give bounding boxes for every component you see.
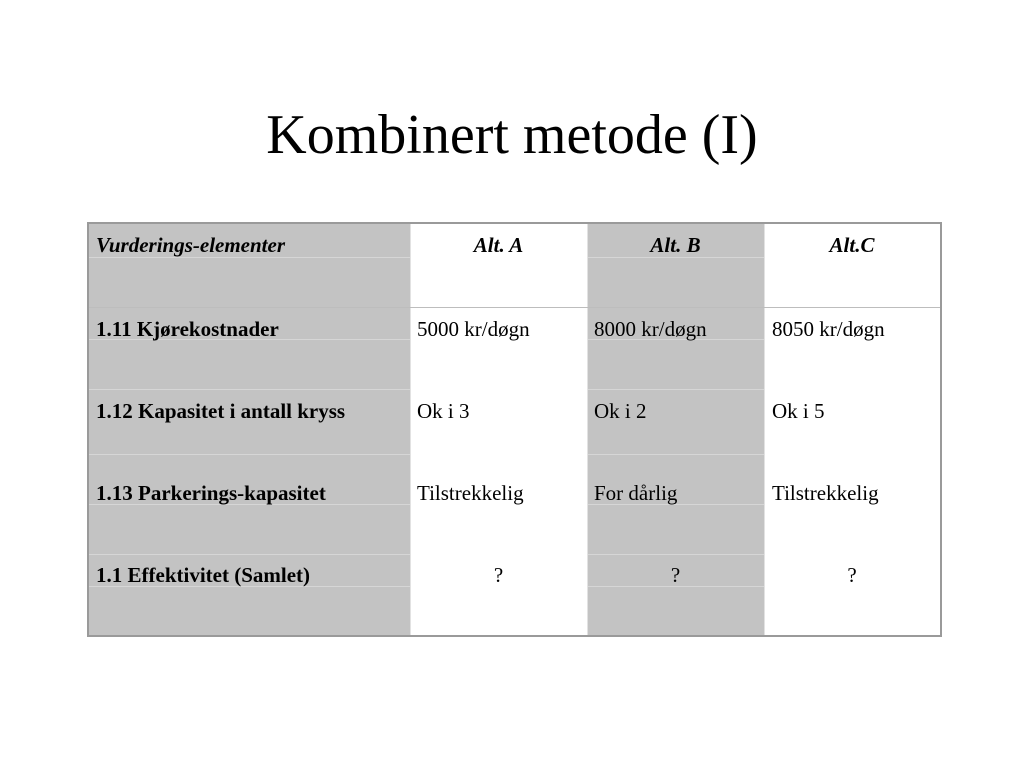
- table-cell: 8000 kr/døgn: [594, 317, 707, 341]
- row-label: 1.12 Kapasitet i antall kryss: [96, 399, 346, 423]
- table-cell: ?: [847, 563, 857, 587]
- header-alt-c: Alt.C: [829, 233, 875, 257]
- row-label: 1.13 Parkerings-kapasitet: [96, 481, 326, 505]
- table-cell: Ok i 5: [772, 399, 825, 423]
- evaluation-table: [87, 222, 942, 637]
- header-alt-a: Alt. A: [473, 233, 524, 257]
- header-criteria: Vurderings-elementer: [96, 233, 286, 257]
- table-cell: For dårlig: [594, 481, 678, 505]
- table-cell: Ok i 3: [417, 399, 470, 423]
- table-cell: 8050 kr/døgn: [772, 317, 885, 341]
- slide-title: Kombinert metode (I): [266, 104, 758, 166]
- header-alt-b: Alt. B: [650, 233, 701, 257]
- table-cell: Tilstrekkelig: [417, 481, 524, 505]
- row-label: 1.1 Effektivitet (Samlet): [96, 563, 311, 587]
- table-cell: Tilstrekkelig: [772, 481, 879, 505]
- table-cell: ?: [670, 563, 681, 587]
- table-cell: Ok i 2: [594, 399, 647, 423]
- table-cell: 5000 kr/døgn: [417, 317, 530, 341]
- row-label: 1.11 Kjørekostnader: [96, 317, 279, 341]
- table-cell: ?: [493, 563, 504, 587]
